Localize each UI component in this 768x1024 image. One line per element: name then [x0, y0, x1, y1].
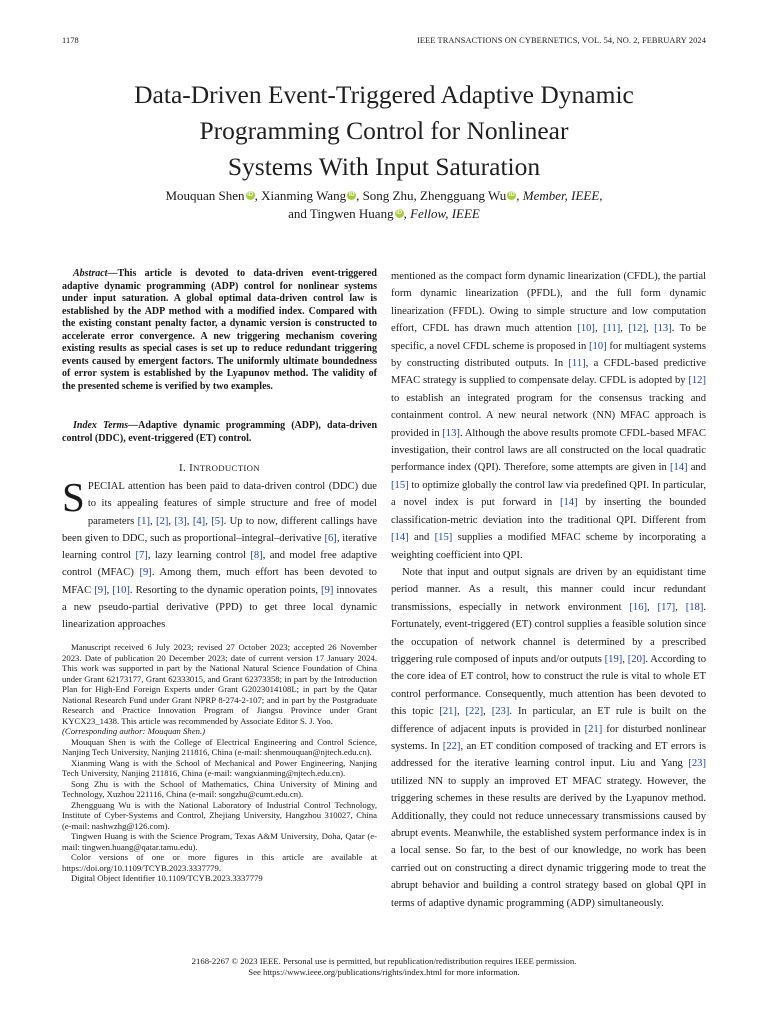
index-terms-label: Index Terms [73, 420, 129, 431]
citation-link[interactable]: [11] [603, 323, 621, 335]
intro-paragraph [62, 474, 378, 634]
body-text: to optimize globally the control law via predefined QPI. In particular, a novel index is put forward in [391, 479, 706, 509]
citation-link[interactable]: [4] [192, 515, 206, 527]
body-text: . According to the core idea of ET control, how to construct the rule is vital to whole ET control performance. Consequently, much attention has been devoted to this topic [391, 653, 706, 718]
body-text: . Up to now, different callings have been given to DDC, such as proportional–integral–derivative [62, 515, 378, 544]
body-text: and [408, 532, 435, 544]
body-text: mentioned as the compact form dynamic linearization (CFDL), the partial form dynamic linearization (PFDL), and the full form dynamic linearization (FFDL). Owing to simple structure and low computation effort, CFDL has drawn much attention [391, 271, 706, 335]
body-text: , [646, 323, 655, 335]
citation-link[interactable]: [14] [669, 462, 688, 474]
body-text: , [647, 601, 658, 613]
body-text: , [456, 706, 466, 718]
citation-link[interactable]: [21] [439, 706, 457, 718]
orcid-icon[interactable]: iD [508, 192, 515, 198]
page-number: 1178 [62, 36, 79, 45]
running-header: IEEE TRANSACTIONS ON CYBERNETICS, VOL. 54, NO. 2, FEBRUARY 2024 [416, 36, 706, 45]
body-text: , iterative learning control [62, 532, 377, 562]
copyright-line-2: See https://www.ieee.org/publications/rights/index.html for more information. [248, 967, 520, 977]
citation-link[interactable]: [8] [250, 550, 263, 562]
body-text: for multiagent systems by constructing distributed outputs. In [391, 340, 707, 370]
citation-link[interactable]: [18] [685, 601, 704, 613]
citation-link[interactable]: [12] [628, 323, 647, 335]
citation-link[interactable]: [9] [321, 584, 334, 596]
author-name: Song Zhu [362, 188, 414, 203]
citation-link[interactable]: [9] [139, 567, 152, 579]
author-list: Mouquan Shen iD , Xianming Wang iD , Song Zhu, Zhengguang Wu iD , Member, IEEE, and Tingwen Huang iD , Fellow, IEEE [165, 188, 603, 221]
footnote-affiliation: Xianming Wang is with the School of Mechanical and Power Engineering, Nanjing Tech University, Nanjing 211816, China (e-mail: wangxianming@njtech.edu.cn). [62, 757, 377, 778]
citation-link[interactable]: [15] [391, 479, 409, 491]
body-text: to establish an integrated program for the consensus tracking and containment control. A new neural network (NN) MFAC approach is provided in [391, 392, 706, 439]
body-text: innovates a new pseudo-partial derivative (PPD) to get three local dynamic linearization approaches [62, 584, 377, 631]
right-paragraph-2 [391, 564, 706, 912]
body-text: , [622, 653, 628, 665]
index-terms-text: —Adaptive dynamic programming (ADP), data-driven control (DDC), event-triggered (ET) control. [62, 420, 378, 444]
section-heading: I. INTRODUCTION [179, 462, 260, 474]
body-text: PECIAL attention has been paid to data-driven control (DDC) due to its appealing features of simple structure and free of model parameters [87, 481, 377, 527]
footnote-doi: Digital Object Identifier 10.1109/TCYB.2023.3337779 [71, 873, 263, 883]
author-name: Xianming Wang [261, 188, 347, 203]
abstract-text: —This article is devoted to data-driven event-triggered adaptive dynamic programming (ADP) control for nonlinear systems under input saturation. A global optimal data-driven control law is established by the ADP method with a modified index. Compared with the existing constant penalty factor, a dynamic version is constructed to accelerate error convergence. A new triggering mechanism covering existing results as special cases is set up to reduce redundant triggering events caused by emergent factors. The uniformly ultimate boundedness of error system is established by the Lyapunov method. The validity of the presented scheme is verified by two examples. [62, 268, 377, 392]
author-conjunction: and [288, 206, 307, 221]
body-text: , [150, 515, 157, 527]
author-name: Tingwen Huang [309, 206, 394, 221]
abstract-label: Abstract [73, 268, 108, 279]
body-text: , an ET condition composed of tracking and ET errors is addressed for the iterative learning control input. Liu and Yang [391, 740, 706, 770]
citation-link[interactable]: [16] [629, 601, 648, 613]
body-text: for disturbed nonlinear systems. In [391, 723, 706, 752]
body-text: , lazy learning control [147, 550, 251, 562]
orcid-icon[interactable]: iD [396, 210, 403, 216]
body-text: . Fortunately, event-triggered (ET) control supplies a feasible solution since the occupation of network channel is determined by a prescribed triggering rule composed of inputs and/or outputs [391, 601, 707, 665]
footnote-affiliation: Mouquan Shen is with the College of Electrical Engineering and Control Science, Nanjing Tech University, Nanjing 211816, China (e-mail: shenmouquan@njtech.edu.cn). [62, 736, 377, 757]
citation-link[interactable]: [17] [657, 601, 676, 613]
citation-link[interactable]: [22] [442, 740, 461, 752]
body-text: . Although the above results promote CFDL-based MFAC investigation, their control laws are all constructed on the local quadratic performance index (QPI). Therefore, some attempts are given in [391, 427, 706, 474]
citation-link[interactable]: [6] [324, 532, 337, 544]
right-column [391, 268, 706, 912]
citation-link[interactable]: [21] [584, 723, 603, 735]
orcid-icon[interactable]: iD [247, 192, 254, 198]
citation-link[interactable]: [10] [112, 584, 130, 596]
footnote-received: Manuscript received 6 July 2023; revised 27 October 2023; accepted 26 November 2023. Date of publication 20 December 2023; date of current version 17 January 2024. This work was supported in part by the National Natural Science Foundation of China under Grant 62173177, Grant 62333015, and Grant 62373358; in part by the Introduction Plan for High-End Foreign Experts under Grant G2023014108L; in part by the Qatar National Research Fund under Grant NPRP 8-274-2-107; and in part by the Postgraduate Research and Practice Innovation Program of Jiangsu Province under Grant KYCX23_1438. This article was recommended by Associate Editor S. J. Yoo. (Corresponding author: Mouquan Shen.) [62, 642, 377, 736]
citation-link[interactable]: [11] [568, 358, 586, 370]
author-name: Zhengguang Wu [420, 188, 507, 203]
abstract [62, 268, 377, 393]
body-text: , [205, 515, 212, 527]
body-text: Note that input and output signals are driven by an equidistant time period manner. As a result, this manner could incur redundant transmissions, especially in network environment [391, 566, 706, 613]
body-text: , [620, 323, 629, 335]
paper-title [40, 77, 728, 185]
citation-link[interactable]: [7] [135, 550, 148, 562]
citation-link[interactable]: [13] [654, 323, 672, 335]
body-text: by inserting the bounded classification-metric deviation into the traditional QPI. Different from [391, 497, 707, 526]
body-text: , and model free adaptive control (MFAC) [62, 550, 377, 579]
author-role: Fellow, IEEE [410, 206, 480, 221]
body-text: , [186, 515, 193, 527]
corresponding-author: (Corresponding author: Mouquan Shen.) [62, 726, 206, 736]
copyright-notice [0, 956, 768, 978]
intro-text [62, 474, 378, 631]
body-text: . Among them, much effort has been devoted to MFAC [62, 567, 377, 596]
citation-link[interactable]: [14] [559, 497, 578, 509]
citation-link[interactable]: [10] [577, 323, 595, 335]
citation-link[interactable]: [14] [391, 532, 409, 544]
citation-link[interactable]: [15] [434, 532, 453, 544]
body-text: , [106, 584, 113, 596]
right-paragraph-1 [391, 268, 706, 564]
footnote-affiliation: Tingwen Huang is with the Science Program, Texas A&M University, Doha, Qatar (e-mail: tingwen.huang@qatar.tamu.edu). [62, 831, 377, 852]
footnote-affiliation: Zhengguang Wu is with the National Laboratory of Industrial Control Technology, Institute of Cyber-Systems and Control, Zhejiang University, Hangzhou 310027, China (e-mail: nashwzhg@126.com). [62, 799, 377, 831]
body-text: . Resorting to the dynamic operation points, [129, 584, 322, 596]
body-text: utilized NN to supply an improved ET MFAC strategy. However, the triggering schemes in these results are derived by the Lyapunov method. Additionally, they could not reduce unnecessary transmissions caused by abrupt events. Meanwhile, the established system performance index is in a local sense. So far, to the best of our knowledge, no work has been carried out on constructing a direct dynamic triggering mode to treat the abrupt behavior and building a control strategy based on global QPI in terms of adaptive dynamic programming (ADP) simultaneously. [391, 775, 706, 909]
title-line-1: Data-Driven Event-Triggered Adaptive Dynamic [134, 80, 634, 109]
citation-link[interactable]: [3] [174, 515, 187, 527]
body-text: , [483, 706, 492, 718]
citation-link[interactable]: [1] [137, 515, 151, 527]
copyright-line-1: 2168-2267 © 2023 IEEE. Personal use is permitted, but republication/redistribution requires IEEE permission. [191, 956, 577, 966]
body-text: supplies a modified MFAC scheme by incorporating a weighting coefficient into QPI. [391, 532, 706, 561]
citation-link[interactable]: [19] [604, 653, 623, 665]
author-role: Member, IEEE [522, 188, 600, 203]
citation-link[interactable]: [22] [465, 706, 484, 718]
citation-link[interactable]: [13] [442, 427, 460, 439]
footnotes [62, 642, 377, 884]
index-terms [62, 420, 377, 445]
orcid-icon[interactable]: iD [348, 192, 355, 198]
body-text: , [168, 515, 175, 527]
body-text: , a CFDL-based predictive MFAC strategy is supplied to compensate delay. CFDL is adopted by [391, 358, 706, 387]
footnote-affiliation: Song Zhu is with the School of Mathematics, China University of Mining and Technology, Xuzhou 221116, China (e-mail: songzhu@cumt.edu.cn). [62, 778, 377, 799]
body-text: and [687, 462, 706, 474]
footnote-color-versions: Color versions of one or more figures in this article are available at https://doi.org/10.1109/TCYB.2023.3337779. [62, 852, 377, 873]
body-text: , [675, 601, 686, 613]
title-line-2: Programming Control for Nonlinear [199, 116, 569, 145]
author-name: Mouquan Shen [165, 188, 245, 203]
title-line-3: Systems With Input Saturation [227, 152, 541, 181]
citation-link[interactable]: [23] [688, 758, 706, 770]
citation-link[interactable]: [23] [491, 706, 510, 718]
citation-link[interactable]: [12] [688, 375, 706, 387]
citation-link[interactable]: [5] [211, 515, 224, 527]
citation-link[interactable]: [10] [589, 340, 607, 352]
body-text: , [594, 323, 604, 335]
citation-link[interactable]: [20] [627, 653, 646, 665]
drop-cap: S [62, 474, 85, 520]
citation-link[interactable]: [9] [94, 584, 107, 596]
body-text: . In particular, an ET rule is built on the difference of adjacent inputs is provided in [391, 706, 707, 735]
citation-link[interactable]: [2] [156, 515, 169, 527]
body-text: . To be specific, a novel CFDL scheme is proposed in [391, 323, 707, 352]
